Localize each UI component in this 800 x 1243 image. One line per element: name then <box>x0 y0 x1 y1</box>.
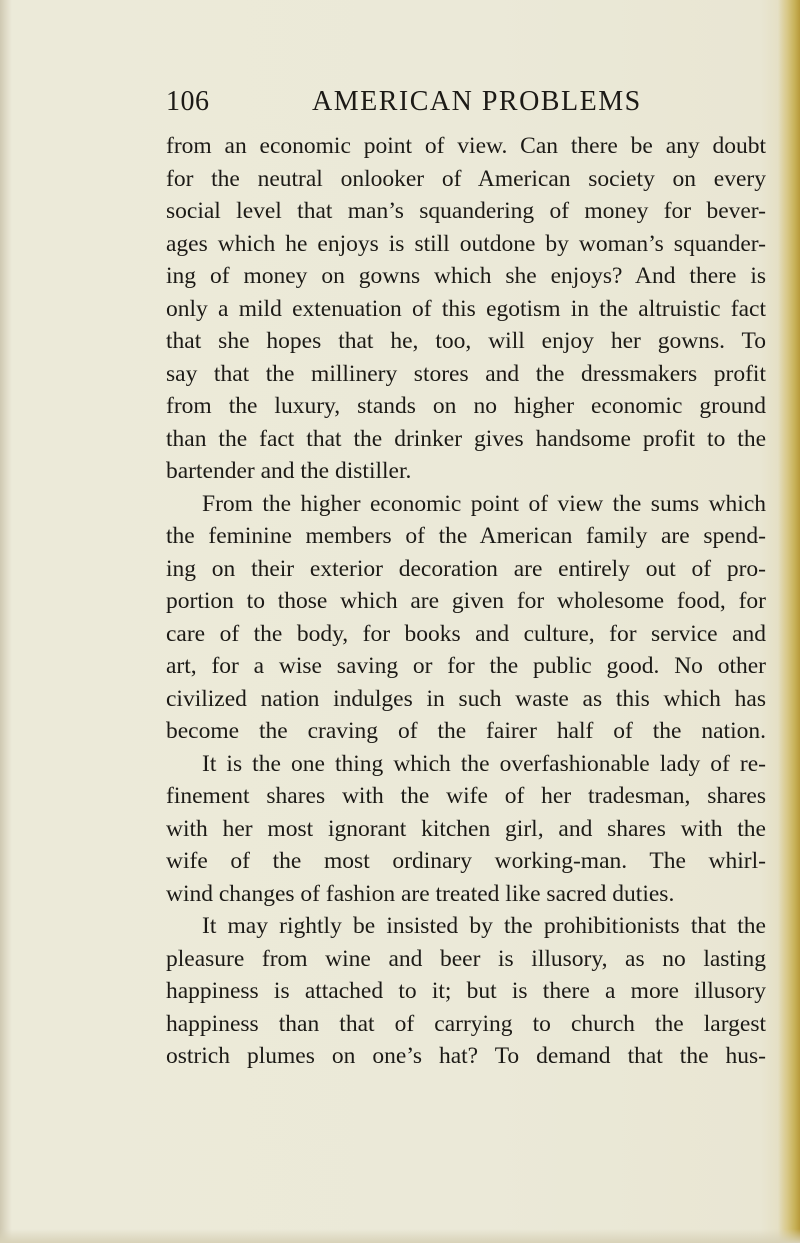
text-line: happiness than that of carrying to church the largest <box>166 1010 766 1037</box>
text-line: finement shares with the wife of her tradesman, shares <box>166 783 766 809</box>
text-line: the feminine members of the American family are spend- <box>166 523 766 549</box>
text-line: ing on their exterior decoration are entirely out of pro- <box>166 555 766 582</box>
text-line: ing of money on gowns which she enjoys? And there is <box>166 263 766 289</box>
text-line: from an economic point of view. Can there be any doubt <box>166 133 766 159</box>
text-line: from the luxury, stands on no higher economic ground <box>166 393 766 419</box>
text-line: art, for a wise saving or for the public good. No other <box>166 653 766 679</box>
page-bottom-shadow <box>0 1229 800 1243</box>
text-line: that she hopes that he, too, will enjoy her gowns. To <box>166 328 766 354</box>
text-line: bartender and the distiller. <box>166 458 412 484</box>
page-number: 106 <box>166 86 210 117</box>
text-line: portion to those which are given for wholesome food, for <box>166 588 766 614</box>
text-line: only a mild extenuation of this egotism in the altruistic fact <box>166 295 766 322</box>
running-head <box>166 86 766 126</box>
text-line: It may rightly be insisted by the prohibitionists that the <box>202 913 766 939</box>
page-gutter-shadow <box>0 0 12 1243</box>
text-line: with her most ignorant kitchen girl, and shares with the <box>166 815 766 842</box>
text-line: than the fact that the drinker gives handsome profit to the <box>166 425 766 452</box>
text-line: care of the body, for books and culture, for service and <box>166 620 766 647</box>
running-title: AMERICAN PROBLEMS <box>312 86 642 117</box>
text-line: happiness is attached to it; but is there a more illusory <box>166 978 766 1004</box>
text-line: wind changes of fashion are treated like sacred duties. <box>166 880 675 907</box>
text-line: wife of the most ordinary working-man. The whirl- <box>166 848 766 874</box>
text-line: say that the millinery stores and the dressmakers profit <box>166 360 766 387</box>
text-line: ostrich plumes on one’s hat? To demand that the hus- <box>166 1043 766 1069</box>
text-line: From the higher economic point of view the sums which <box>202 490 766 517</box>
text-line: ages which he enjoys is still outdone by woman’s squander- <box>166 230 766 257</box>
page-edge-discoloration <box>778 0 800 1243</box>
text-line: for the neutral onlooker of American society on every <box>166 165 766 192</box>
text-line: become the craving of the fairer half of the nation. <box>166 718 766 744</box>
text-line: social level that man’s squandering of money for bever- <box>166 198 766 224</box>
text-line: civilized nation indulges in such waste as this which has <box>166 685 766 712</box>
body-text <box>166 130 766 1073</box>
text-line: pleasure from wine and beer is illusory, as no lasting <box>166 945 766 972</box>
text-line: It is the one thing which the overfashionable lady of re- <box>202 750 766 777</box>
